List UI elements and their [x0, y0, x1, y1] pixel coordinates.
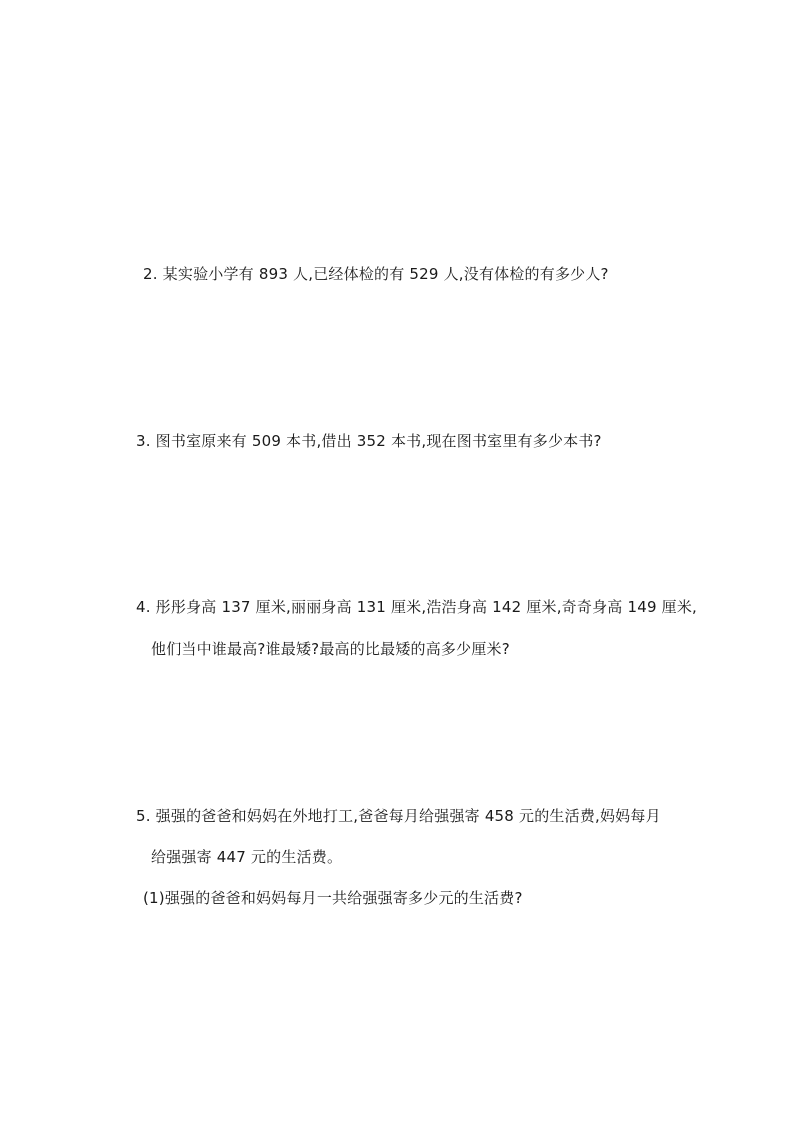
question-4-text-line-2: 他们当中谁最高?谁最矮?最高的比最矮的高多少厘米? — [151, 640, 510, 658]
question-5-text-line-2: 给强强寄 447 元的生活费。 — [151, 848, 343, 866]
question-5-text-line-1: 5. 强强的爸爸和妈妈在外地打工,爸爸每月给强强寄 458 元的生活费,妈妈每月 — [136, 807, 661, 825]
question-3-text: 3. 图书室原来有 509 本书,借出 352 本书,现在图书室里有多少本书? — [136, 432, 602, 450]
question-2-text: 2. 某实验小学有 893 人,已经体检的有 529 人,没有体检的有多少人? — [143, 265, 609, 283]
question-4-text-line-1: 4. 彤彤身高 137 厘米,丽丽身高 131 厘米,浩浩身高 142 厘米,奇奇身高 149 厘米, — [136, 598, 698, 616]
question-5-subquestion-1: (1)强强的爸爸和妈妈每月一共给强强寄多少元的生活费? — [143, 889, 523, 907]
